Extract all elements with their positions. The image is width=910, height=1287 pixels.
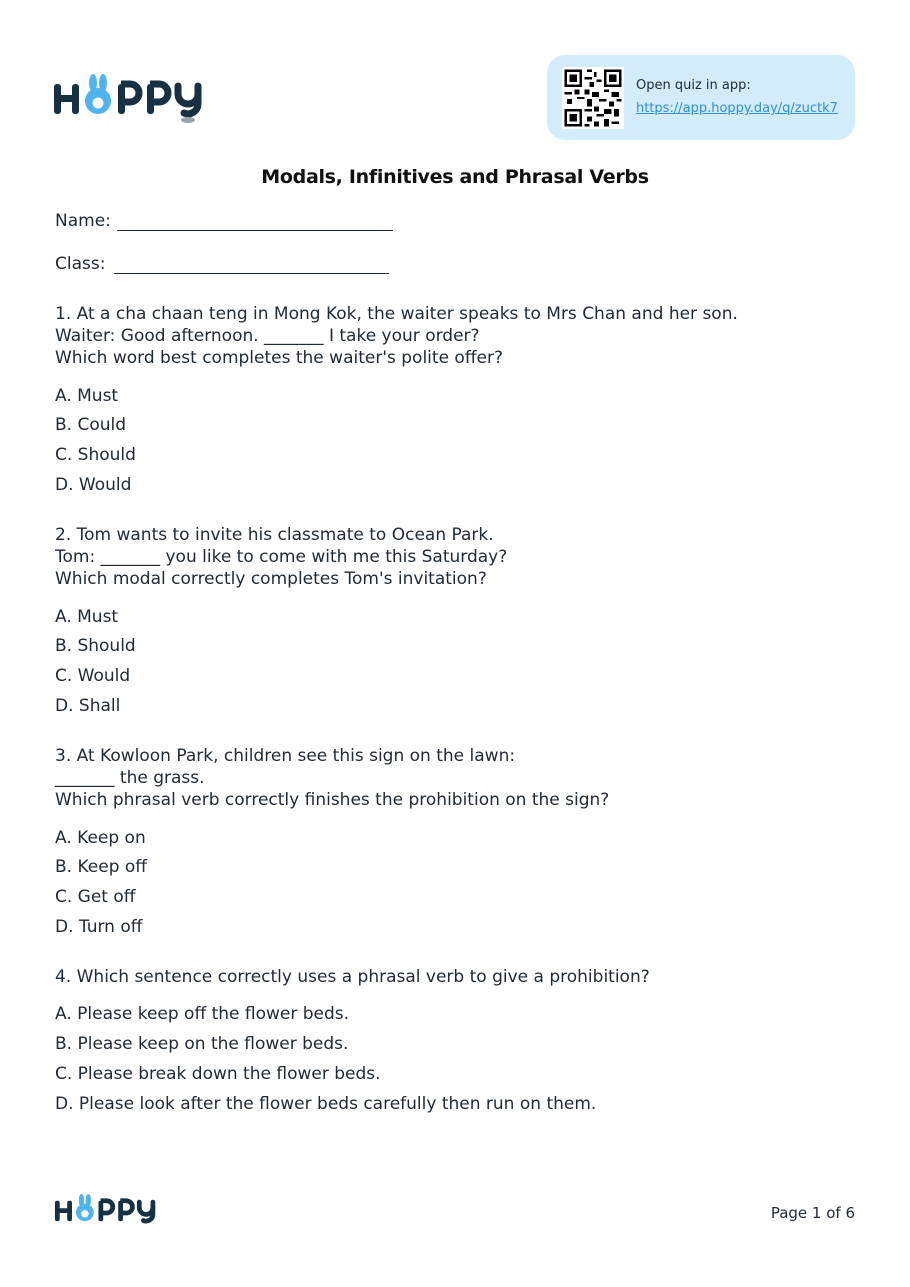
- question-4-option-d[interactable]: D. Please look after the flower beds carefully then run on them.: [55, 1094, 597, 1114]
- question-1-option-a[interactable]: A. Must: [55, 386, 119, 406]
- question-2-option-d[interactable]: D. Shall: [55, 696, 121, 716]
- class-label: Class:: [55, 254, 106, 274]
- question-2-option-b[interactable]: B. Should: [55, 636, 136, 656]
- question-2-line-2: Tom: _______ you like to come with me this Saturday?: [55, 547, 508, 567]
- question-3-line-1: 3. At Kowloon Park, children see this sign on the lawn:: [55, 746, 516, 766]
- question-1-option-b[interactable]: B. Could: [55, 415, 127, 435]
- question-4-line-1: 4. Which sentence correctly uses a phrasal verb to give a prohibition?: [55, 967, 650, 987]
- question-2-option-c[interactable]: C. Would: [55, 666, 131, 686]
- question-3-option-a[interactable]: A. Keep on: [55, 828, 146, 848]
- open-quiz-panel: [547, 55, 855, 140]
- name-label: Name:: [55, 211, 111, 231]
- question-3-line-3: Which phrasal verb correctly finishes the prohibition on the sign?: [55, 790, 610, 810]
- question-2-option-a[interactable]: A. Must: [55, 607, 119, 627]
- question-1-line-1: 1. At a cha chaan teng in Mong Kok, the waiter speaks to Mrs Chan and her son.: [55, 304, 738, 324]
- worksheet-title: Modals, Infinitives and Phrasal Verbs: [261, 166, 649, 188]
- question-4-option-a[interactable]: A. Please keep off the flower beds.: [55, 1004, 350, 1024]
- class-input-line[interactable]: [114, 273, 389, 274]
- question-1-line-2: Waiter: Good afternoon. _______ I take your order?: [55, 326, 480, 346]
- question-1-option-d[interactable]: D. Would: [55, 475, 132, 495]
- quiz-link[interactable]: https://app.hoppy.day/q/zuctk7: [636, 101, 838, 116]
- question-2-line-3: Which modal correctly completes Tom's invitation?: [55, 569, 487, 589]
- question-3-option-b[interactable]: B. Keep off: [55, 857, 147, 877]
- question-3-line-2: _______ the grass.: [55, 768, 205, 788]
- question-1-line-3: Which word best completes the waiter's polite offer?: [55, 348, 504, 368]
- name-input-line[interactable]: [117, 230, 393, 231]
- question-3-option-d[interactable]: D. Turn off: [55, 917, 143, 937]
- page-number: Page 1 of 6: [770, 1204, 855, 1222]
- question-4-option-c[interactable]: C. Please break down the flower beds.: [55, 1064, 381, 1084]
- hoppy-logo-footer: [54, 1194, 162, 1228]
- question-1-option-c[interactable]: C. Should: [55, 445, 136, 465]
- hoppy-logo: [54, 74, 210, 124]
- question-3-option-c[interactable]: C. Get off: [55, 887, 136, 907]
- qr-code-icon[interactable]: [562, 67, 624, 129]
- question-2-line-1: 2. Tom wants to invite his classmate to Ocean Park.: [55, 525, 494, 545]
- open-quiz-label: Open quiz in app:: [636, 78, 751, 93]
- question-4-option-b[interactable]: B. Please keep on the flower beds.: [55, 1034, 349, 1054]
